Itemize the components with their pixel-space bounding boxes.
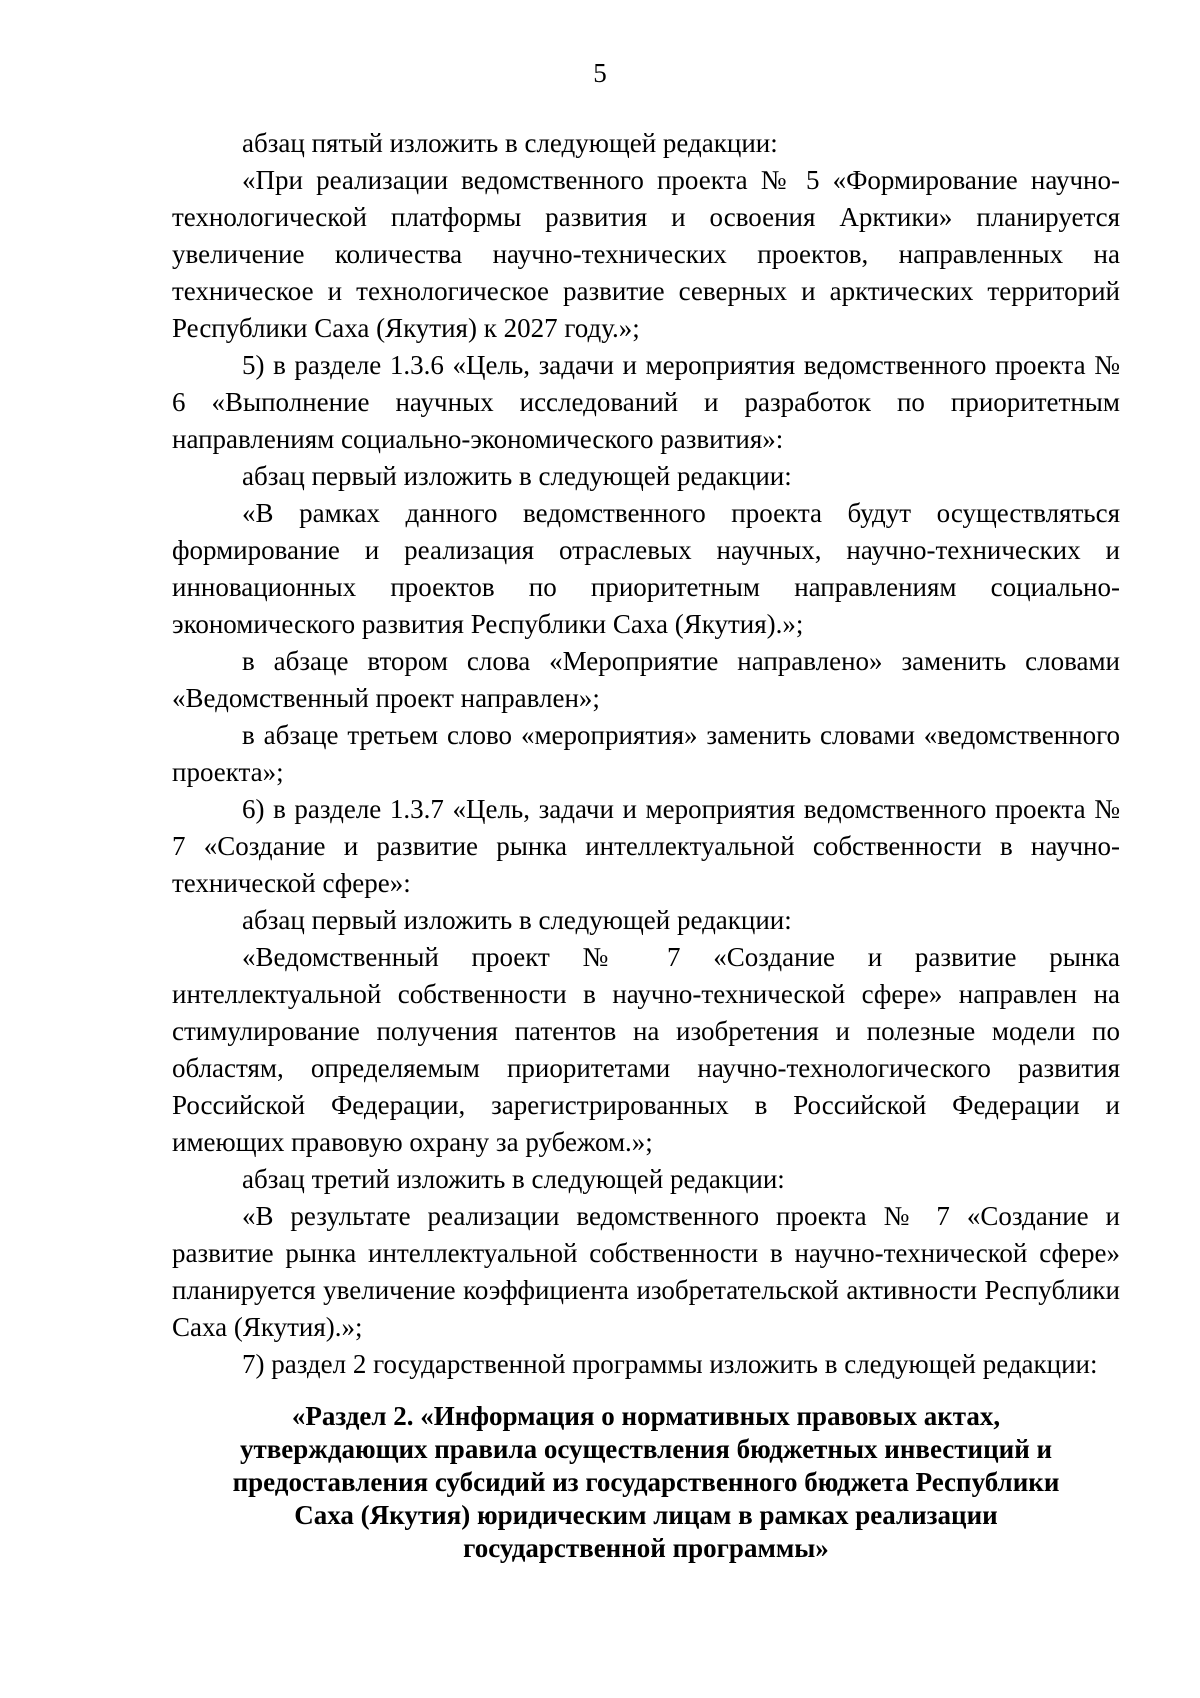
section-heading-line: «Раздел 2. «Информация о нормативных правовых актах,: [291, 1401, 1001, 1431]
paragraph: в абзаце втором слова «Мероприятие направлено» заменить словами «Ведомственный проект направлен»;: [172, 646, 1120, 713]
paragraph: абзац первый изложить в следующей редакции:: [242, 461, 792, 491]
section-heading-line: государственной программы»: [463, 1533, 829, 1563]
paragraph: «Ведомственный проект № 7 «Создание и развитие рынка интеллектуальной собственности в научно-технической сфере» направлен на стимулирование получения патентов на изобретения и полезные модели по областям, определяемым приоритетами научно-технологического развития Российской Федерации, зарегистрированных в Российской Федерации и имеющих правовую охрану за рубежом.»;: [172, 942, 1120, 1157]
section-heading: [172, 1400, 1120, 1565]
section-heading-line: утверждающих правила осуществления бюджетных инвестиций и: [239, 1434, 1053, 1464]
document-body: [172, 125, 1120, 1383]
paragraph: абзац третий изложить в следующей редакции:: [242, 1164, 785, 1194]
paragraph: абзац первый изложить в следующей редакции:: [242, 905, 792, 935]
paragraph: 7) раздел 2 государственной программы изложить в следующей редакции:: [242, 1349, 1098, 1379]
paragraph: в абзаце третьем слово «мероприятия» заменить словами «ведомственного проекта»;: [172, 720, 1120, 787]
paragraph: «При реализации ведомственного проекта № 5 «Формирование научно-технологической платформы развития и освоения Арктики» планируется увеличение количества научно-технических проектов, направленных на техническое и технологическое развитие северных и арктических территорий Республики Саха (Якутия) к 2027 году.»;: [172, 165, 1120, 343]
paragraph: 6) в разделе 1.3.7 «Цель, задачи и мероприятия ведомственного проекта № 7 «Создание и развитие рынка интеллектуальной собственности в научно-технической сфере»:: [172, 794, 1120, 898]
paragraph: абзац пятый изложить в следующей редакции:: [242, 128, 778, 158]
paragraph: «В рамках данного ведомственного проекта будут осуществляться формирование и реализация отраслевых научных, научно-технических и инновационных проектов по приоритетным направлениям социально-экономического развития Республики Саха (Якутия).»;: [172, 498, 1120, 639]
page-number: 5: [593, 58, 607, 88]
section-heading-line: Саха (Якутия) юридическим лицам в рамках реализации: [294, 1500, 998, 1530]
paragraph: «В результате реализации ведомственного проекта № 7 «Создание и развитие рынка интеллектуальной собственности в научно-технической сфере» планируется увеличение коэффициента изобретательской активности Республики Саха (Якутия).»;: [172, 1201, 1120, 1342]
paragraph: 5) в разделе 1.3.6 «Цель, задачи и мероприятия ведомственного проекта № 6 «Выполнение научных исследований и разработок по приоритетным направлениям социально-экономического развития»:: [172, 350, 1120, 454]
section-heading-line: предоставления субсидий из государственного бюджета Республики: [232, 1467, 1060, 1497]
